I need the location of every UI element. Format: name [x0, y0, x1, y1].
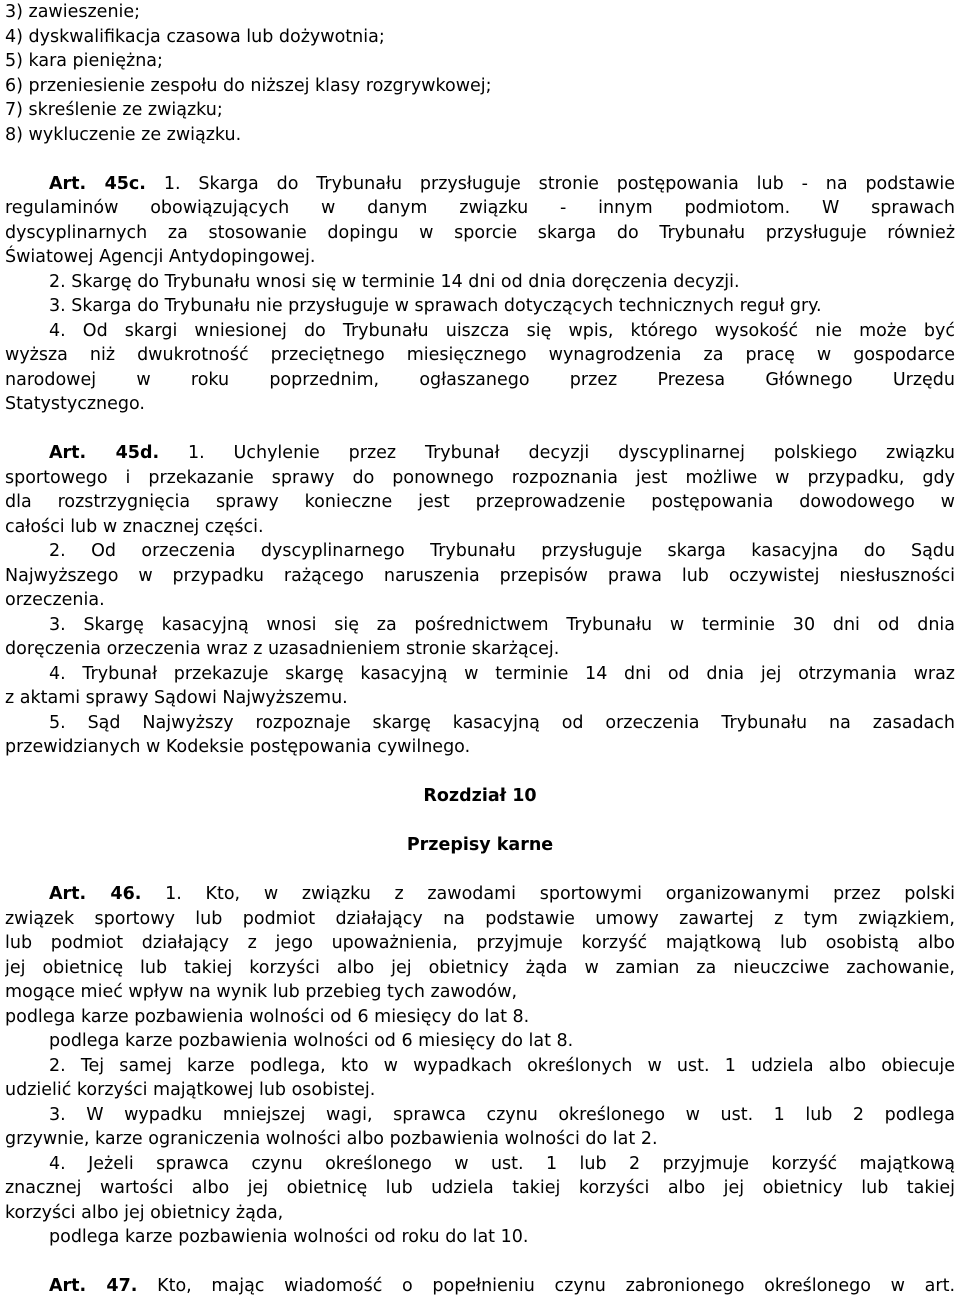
- article-45d-line: [5, 441, 955, 466]
- text-line: 3. Skarga do Trybunału nie przysługuje w sprawach dotyczących technicznych reguł gry.: [49, 296, 822, 316]
- text-line: orzeczenia.: [5, 590, 105, 610]
- chapter-subtitle: Przepisy karne: [406, 835, 554, 855]
- text-line: podlega karze pozbawienia wolności od 6 miesięcy do lat 8.: [49, 1031, 574, 1051]
- spacer: [5, 417, 955, 442]
- text-line: grzywnie, karze ograniczenia wolności albo pozbawienia wolności do lat 2.: [5, 1129, 658, 1149]
- text-line: narodowej w roku poprzednim, ogłaszanego przez Prezesa Głównego Urzędu: [5, 369, 955, 390]
- text-line: 6) przeniesienie zespołu do niższej klasy rozgrywkowej;: [5, 75, 492, 96]
- text-line: podlega karze pozbawienia wolności od 6 miesięcy do lat 8.: [5, 1006, 530, 1027]
- text-line: korzyści albo jej obietnicy żąda,: [5, 1202, 284, 1223]
- text-line: podlega karze pozbawienia wolności od roku do lat 10.: [49, 1227, 529, 1247]
- text-line: znacznej wartości albo jej obietnicę lub udziela takiej korzyści albo jej obietnicy lub takiej: [5, 1178, 955, 1198]
- text-span: 1. Kto, w związku z zawodami sportowymi organizowanymi przez polski: [141, 884, 955, 904]
- article-47-line: [5, 1274, 955, 1299]
- text-line: jej obietnicę lub takiej korzyści albo jej obietnicy żąda w zamian za nieuczciwe zachowanie,: [5, 957, 955, 978]
- text-line: 3. Skargę kasacyjną wnosi się za pośrednictwem Trybunału w terminie 30 dni od dnia: [49, 614, 955, 635]
- article-45c-line: [5, 172, 955, 197]
- text-line: 3. W wypadku mniejszej wagi, sprawca czynu określonego w ust. 1 lub 2 podlega: [49, 1104, 955, 1125]
- article-number: Art. 47.: [49, 1276, 138, 1296]
- text-line: udzielić korzyści majątkowej lub osobistej.: [5, 1080, 376, 1100]
- article-number: Art. 45c.: [49, 173, 146, 194]
- text-span: 1. Uchylenie przez Trybunał decyzji dyscyplinarnej polskiego związku: [159, 443, 955, 463]
- text-line: wyższa niż dwukrotność przeciętnego miesięcznego wynagrodzenia za pracę w gospodarce: [5, 345, 955, 365]
- document-page: [5, 0, 955, 1299]
- text-line: mogące mieć wpływ na wynik lub przebieg tych zawodów,: [5, 982, 518, 1002]
- text-line: związek sportowy lub podmiot działający na podstawie umowy zawartej z tym związkiem,: [5, 908, 955, 929]
- text-line: całości lub w znacznej części.: [5, 516, 264, 537]
- text-line: doręczenia orzeczenia wraz z uzasadnieniem stronie skarżącej.: [5, 639, 560, 659]
- text-line: z aktami sprawy Sądowi Najwyższemu.: [5, 688, 348, 708]
- text-line: 5. Sąd Najwyższy rozpoznaje skargę kasacyjną od orzeczenia Trybunału na zasadach: [49, 712, 955, 733]
- spacer: [5, 809, 955, 834]
- text-line: 5) kara pieniężna;: [5, 51, 163, 71]
- text-span: 1. Skarga do Trybunału przysługuje stronie postępowania lub - na podstawie: [145, 173, 955, 194]
- chapter-title: Rozdział 10: [423, 786, 537, 806]
- text-line: 4) dyskwalifikacja czasowa lub dożywotnia;: [5, 26, 385, 47]
- text-line: lub podmiot działający z jego upoważnienia, przyjmuje korzyść majątkową lub osobistą albo: [5, 933, 955, 953]
- text-line: dyscyplinarnych za stosowanie dopingu w sporcie skarga do Trybunału przysługuje również: [5, 222, 955, 243]
- spacer: [5, 1250, 955, 1275]
- text-line: 2. Skargę do Trybunału wnosi się w terminie 14 dni od dnia doręczenia decyzji.: [49, 271, 740, 292]
- text-span: Kto, mając wiadomość o popełnieniu czynu zabronionego określonego w art.: [137, 1276, 955, 1296]
- text-line: dla rozstrzygnięcia sprawy konieczne jest przeprowadzenie postępowania dowodowego w: [5, 492, 955, 512]
- article-number: Art. 45d.: [49, 443, 160, 463]
- spacer: [5, 147, 955, 172]
- text-line: 4. Jeżeli sprawca czynu określonego w ust. 1 lub 2 przyjmuje korzyść majątkową: [49, 1153, 955, 1174]
- text-line: 4. Od skargi wniesionej do Trybunału uiszcza się wpis, którego wysokość nie może być: [49, 320, 955, 341]
- article-46-line: [5, 882, 955, 907]
- spacer: [5, 858, 955, 883]
- text-line: 2. Tej samej karze podlega, kto w wypadkach określonych w ust. 1 udziela albo obiecuje: [49, 1055, 955, 1076]
- text-line: 2. Od orzeczenia dyscyplinarnego Trybunału przysługuje skarga kasacyjna do Sądu: [49, 541, 955, 561]
- spacer: [5, 760, 955, 785]
- article-number: Art. 46.: [49, 884, 142, 904]
- text-line: 3) zawieszenie;: [5, 2, 141, 22]
- text-line: regulaminów obowiązujących w danym związku - innym podmiotom. W sprawach: [5, 198, 955, 218]
- text-line: Statystycznego.: [5, 394, 145, 414]
- text-line: 8) wykluczenie ze związku.: [5, 124, 242, 145]
- text-line: przewidzianych w Kodeksie postępowania cywilnego.: [5, 737, 471, 757]
- text-line: Najwyższego w przypadku rażącego naruszenia przepisów prawa lub oczywistej niesłuszności: [5, 565, 955, 586]
- text-line: 7) skreślenie ze związku;: [5, 100, 223, 120]
- text-line: Światowej Agencji Antydopingowej.: [5, 247, 316, 267]
- text-line: sportowego i przekazanie sprawy do ponownego rozpoznania jest możliwe w przypadku, gdy: [5, 467, 955, 488]
- text-line: 4. Trybunał przekazuje skargę kasacyjną w terminie 14 dni od dnia jej otrzymania wraz: [49, 663, 955, 684]
